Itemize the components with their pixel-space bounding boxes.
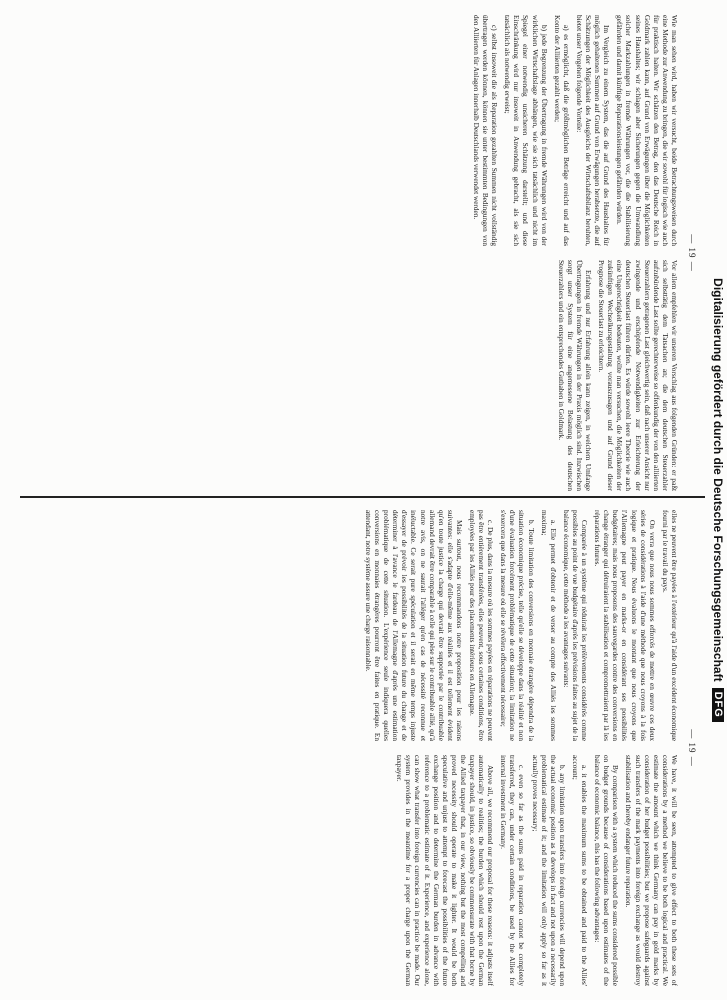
paragraph: Mais surtout, nous recommandons notre proposition pour les raisons suivantes: elle s'adapte d'elle-même aux réalités et il est tellement évident qu'en toute justice la charge qui devrait être supportée par le contribuable allemand devrait être comparable à celle qui pèse sur le contribuable allié, qu'à notre avis, on ne saurait l'alléger qu'en cas de nécessité reconnue et inéluctable. Ce serait pure spéculation et il serait en même temps injuste d'essayer de prévoir les possibilités de la situation future du change et de déterminer à l'avance le fardeau de l'Allemagne d'après une estimation problématique de cette situation. L'expérience seule indiquera quelles conversions en monnaies étrangères pourront être faites en pratique. En attendant, notre système assure une charge raisonnable. <box>364 510 464 741</box>
paragraph: a. it enables the maximum sums to be obtained and paid to the Allies' account; <box>570 755 590 986</box>
paragraph: b. Toute limitation des conversions en monnaie étrangère dépendra de la situation économique précise, telle qu'elle se développe dans la réalité et non d'une évaluation forcément problématique de cette situation; la limitation ne s'exercera que dans la mesure où elle se révélera effectivement nécessaire; <box>499 510 536 741</box>
paragraph: Above all, we recommend our proposal for these reasons: it adjusts itself automatically to realities; the burden which should rest upon the German taxpayer should, in justice, so obviously be commensurate with that borne by the Allied taxpayer that, in our view, nothing but the most compelling and proved necessity should operate to make it lighter. It would be both speculative and unjust to attempt to forecast the possibilities of the future exchange position and to determine the German burden in advance with reference to a problematic estimate of it. Experience, and experience alone, can show what transfer into foreign currencies can in practice be made. Our system provides in the meantime for a proper charge upon the German taxpayer. <box>395 755 496 986</box>
top-page-half <box>36 15 696 491</box>
paragraph: We have, it will be seen, attempted to give effect to both these sets of considerations by a method we believe to be both logical and practical. We estimate the amount which we think Germany can pay in gold marks by consideration of her budget possibilities; but we propose safeguards against such transfers of the mark payments into foreign exchange as would destroy stabilisation and thereby endanger future reparation. <box>624 755 679 986</box>
paragraph: a) es ermöglicht, daß die größtmöglichen Beträge erreicht und auf das Konto der Alliierten gezahlt werden; <box>552 15 571 246</box>
paragraph: a. Elle permet d'obtenir et de verser au compte des Alliés les sommes maxima; <box>539 510 558 741</box>
french-column <box>360 510 679 741</box>
dfg-logo: DFG <box>712 688 724 722</box>
german-column-left <box>468 15 679 246</box>
dfg-credit <box>711 10 725 990</box>
paragraph: Vor allem empfehlen wir unseren Vorschlag aus folgenden Gründen: er paßt sich selbsttätig dem Tatsachen an; die dem deutschen Steuerzahler aufzubürdende Last sollte gerechterweise so offenkundig der von den alliierten Steuerzahlern getragenen Last gleichwertig sein, daß nach unserer Ansicht nur zwingende und erschöpfende Notwendigkeiten zur Erleichterung der deutschen Steuerlast führen dürfen. Es würde sowohl leere Theorie wie auch eine Ungerechtigkeit bedeuten, wollte man versuchen, die Möglichkeiten der zukünftigen Wechselkursgestaltung vorauszusagen und auf Grund dieser Prognose die Steuerlast zu erleichtern. <box>597 260 679 491</box>
paragraph: elles ne peuvent être payées à l'extérieur qu'à l'aide d'un excédent économique fourni par le travail du pays. <box>660 510 679 741</box>
paragraph: b) jede Begrenzung der Übertragung in fremde Währungen wird von der wirklichen Wirtschaftslage abhängen, wie sie sich tatsächlich und nicht im Spiegel einer notwendig unsicheren Schätzung darstellt; und diese Einschränkung wird nur insoweit in Anwendung gebracht, als sie sich tatsächlich als notwendig erweist; <box>503 15 549 246</box>
paragraph: b. any limitation upon transfers into foreign currencies will depend upon the actual economic position as it develops in fact and not upon a necessarily problematical estimate of it; and the limitation will only apply so far as it actually proves necessary; <box>530 755 567 986</box>
german-column-right <box>468 260 679 491</box>
page-divider <box>20 496 705 498</box>
paragraph: Wie man sehen wird, haben wir versucht, beide Betrachtungsweisen durch eine Methode zur Anwendung zu bringen, die wir sowohl für logisch wie auch für praktisch halten. Wir schätzen den Betrag, den das Deutsche Reich in Goldmark zahlen kann, auf Grund von Erwägungen über die Möglichkeiten seines Haushaltes; wir schlagen aber Sicherungen gegen die Umwandlung solcher Markzahlungen in fremde Währungen vor, die die Stabilisierung gefährden und damit künftige Reparationsleistungen gefährden würden. <box>615 15 679 246</box>
paragraph: On verra que nous nous sommes efforcés de mettre en œuvre ces deux séries de considérations à l'aide d'une méthode que nous croyons à la fois logique et pratique. Nous évaluons le montant que nous croyons que l'Allemagne peut payer en marks-or en considérant ses possibilités budgétaires; mais nous proposons des sauvegardes contre des conversions en change étranger qui détruiraient la stabilisation et compromettraient par là les réparations futures. <box>593 510 657 741</box>
paragraph: Comparée à un système qui réduirait les prélèvements considérés comme possibles au point de vue budgétaire d'après les prévisions faites au sujet de la balance économique, cette méthode a les avantages suivants: <box>561 510 590 741</box>
page-number: — 19 — <box>687 234 697 272</box>
dfg-sidebar <box>708 0 727 1000</box>
page-number: — 19 — <box>687 729 697 767</box>
paragraph: c) selbst insoweit die als Reparation gezahlten Summen nicht vollständig übertragen werden können, können sie unter bestimmten Bedingungen von den Alliierten für Anlagen innerhalb Deutschlands verwendet werden. <box>472 15 500 246</box>
bottom-page-half <box>36 510 696 986</box>
paragraph: By comparison with a system which reduced the sums considered possible on budget grounds because of considerations based upon estimates of the balance of economic balance, this has the following advantages: <box>593 755 621 986</box>
paragraph: Erfahrung und nur Erfahrung allein kann zeigen, in welchem Umfange Übertragungen in fremde Währungen in der Praxis möglich sind. Inzwischen sorgt unser System für eine angemessene Belastung des deutschen Steuerzahlers und ein entsprechendes Guthaben in Goldmark. <box>556 260 594 491</box>
paragraph: c. De plus, dans la mesure où les sommes payées en réparations ne peuvent pas être entièrement transférées, elles peuvent, sous certaines conditions, être employées par les Alliés pour des placements intérieurs en Allemagne. <box>468 510 496 741</box>
paragraph: Im Vergleich zu einem System, das die auf Grund des Haushaltes für möglich gehaltenen Summen auf Grund von Erwägungen herabsetzte, die auf Schätzungen der Möglichkeit des Ausgleichs der Wirtschaftsbilanz beruhten, bietet unser Vorgehen folgende Vorteile: <box>574 15 612 246</box>
english-column <box>360 755 679 986</box>
paragraph: c. even so far as the sums paid in reparation cannot be completely transferred, they can, under certain conditions, be used by the Allies for internal investment in Germany. <box>499 755 527 986</box>
dfg-credit-text: Digitalisierung gefördert durch die Deutsche Forschungsgemeinschaft <box>710 278 725 682</box>
